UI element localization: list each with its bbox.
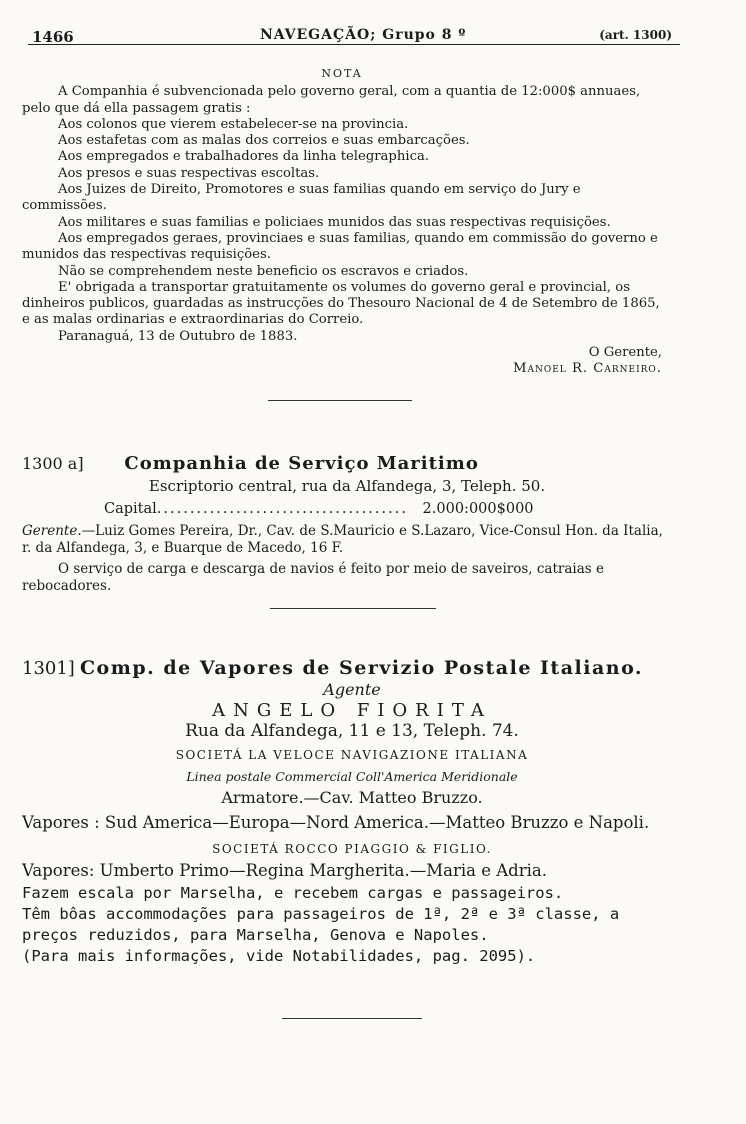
entry-1301 — [22, 658, 682, 967]
capital-value: 2.000:000$000 — [422, 501, 534, 517]
armatore-line: Armatore.—Cav. Matteo Bruzzo. — [221, 788, 483, 807]
article-ref: (art. 1300) — [599, 28, 672, 42]
agent-address: Rua da Alfandega, 11 e 13, Teleph. 74. — [185, 721, 519, 741]
note-line: Fazem escala por Marselha, e recebem cargas e passageiros. — [22, 884, 564, 902]
running-title: NAVEGAÇÃO; Grupo 8 º — [260, 27, 467, 43]
manager-line — [22, 523, 672, 557]
nota-label: NOTA — [321, 67, 363, 80]
signature-name: Manoel R. Carneiro. — [512, 361, 662, 377]
page-header — [28, 22, 680, 45]
nota-line: Não se comprehendem neste beneficio os escravos e criados. — [58, 263, 469, 279]
section-divider — [282, 1018, 422, 1019]
manager-label: Gerente. — [22, 523, 82, 539]
entry-1300 — [22, 454, 672, 595]
nota-line: Aos estafetas com as malas dos correios e suas embarcações. — [58, 133, 470, 149]
nota-line: Aos empregados e trabalhadores da linha telegraphica. — [58, 149, 430, 165]
vapores-line: Vapores: Umberto Primo—Regina Margherita.—Maria e Adria. — [22, 861, 547, 880]
office-address: Escriptorio central, rua da Alfandega, 3, Teleph. 50. — [148, 477, 546, 495]
society-name: SOCIETÁ LA VELOCE NAVIGAZIONE ITALIANA — [175, 748, 529, 762]
entry-number: 1301] — [22, 658, 75, 679]
manager-text: —Luiz Gomes Pereira, Dr., Cav. de S.Mauricio e S.Lazaro, Vice-Consul Hon. da Italia, r. da Alfandega, 3, e Buarque de Macedo, 16 F. — [22, 523, 663, 556]
agent-name: ANGELO FIORITA — [212, 700, 492, 721]
page-number: 1466 — [32, 28, 74, 46]
capital-line: Capital...................................... 2.000:000$000 — [104, 501, 534, 517]
section-divider — [268, 400, 412, 401]
entry-title-line — [22, 454, 672, 474]
entry-title-line — [22, 658, 682, 679]
nota-line: Aos presos e suas respectivas escoltas. — [58, 165, 320, 181]
line-description: Linea postale Commercial Coll'America Meridionale — [186, 769, 518, 784]
agent-label: Agente — [323, 680, 381, 699]
nota-line: E' obrigada a transportar gratuitamente os volumes do governo geral e provincial, os dinheiros publicos, guardadas as instrucções do Thesouro Nacional de 4 de Setembro de 1865, e as malas ordinarias e extraordinarias do Correio. — [22, 279, 660, 328]
society-name: SOCIETÁ ROCCO PIAGGIO & FIGLIO. — [212, 842, 492, 856]
place-date: Paranaguá, 13 de Outubro de 1883. — [58, 328, 298, 344]
section-divider — [270, 608, 436, 609]
nota-section — [22, 66, 662, 378]
nota-line: A Companhia é subvencionada pelo governo geral, com a quantia de 12:000$ annuaes, pelo que dá ella passagem gratis : — [22, 84, 641, 116]
nota-line: Aos Juizes de Direito, Promotores e suas familias quando em serviço do Jury e commissões. — [22, 182, 581, 214]
note-line: (Para mais informações, vide Notabilidades, pag. 2095). — [22, 947, 536, 965]
note-line: Têm bôas accommodações para passageiros de 1ª, 2ª e 3ª classe, a preços reduzidos, para Marselha, Genova e Napoles. — [22, 905, 620, 944]
entry-number: 1300 a] — [22, 454, 84, 473]
company-name: Companhia de Serviço Maritimo — [124, 453, 479, 474]
nota-line: Aos colonos que vierem estabelecer-se na provincia. — [58, 116, 409, 132]
signature-role: O Gerente, — [588, 345, 662, 361]
nota-line: Aos empregados geraes, provinciaes e suas familias, quando em commissão do governo e munidos das respectivas requisições. — [22, 230, 658, 263]
company-name: Comp. de Vapores de Servizio Postale Italiano. — [79, 657, 644, 679]
capital-label: Capital — [104, 501, 157, 517]
vapores-line: Vapores : Sud America—Europa—Nord America.—Matteo Bruzzo e Napoli. — [22, 813, 650, 832]
nota-line: Aos militares e suas familias e policiaes munidos das suas respectivas requisições. — [58, 214, 611, 230]
service-text: O serviço de carga e descarga de navios é feito por meio de saveiros, catraias e rebocadores. — [22, 561, 604, 594]
